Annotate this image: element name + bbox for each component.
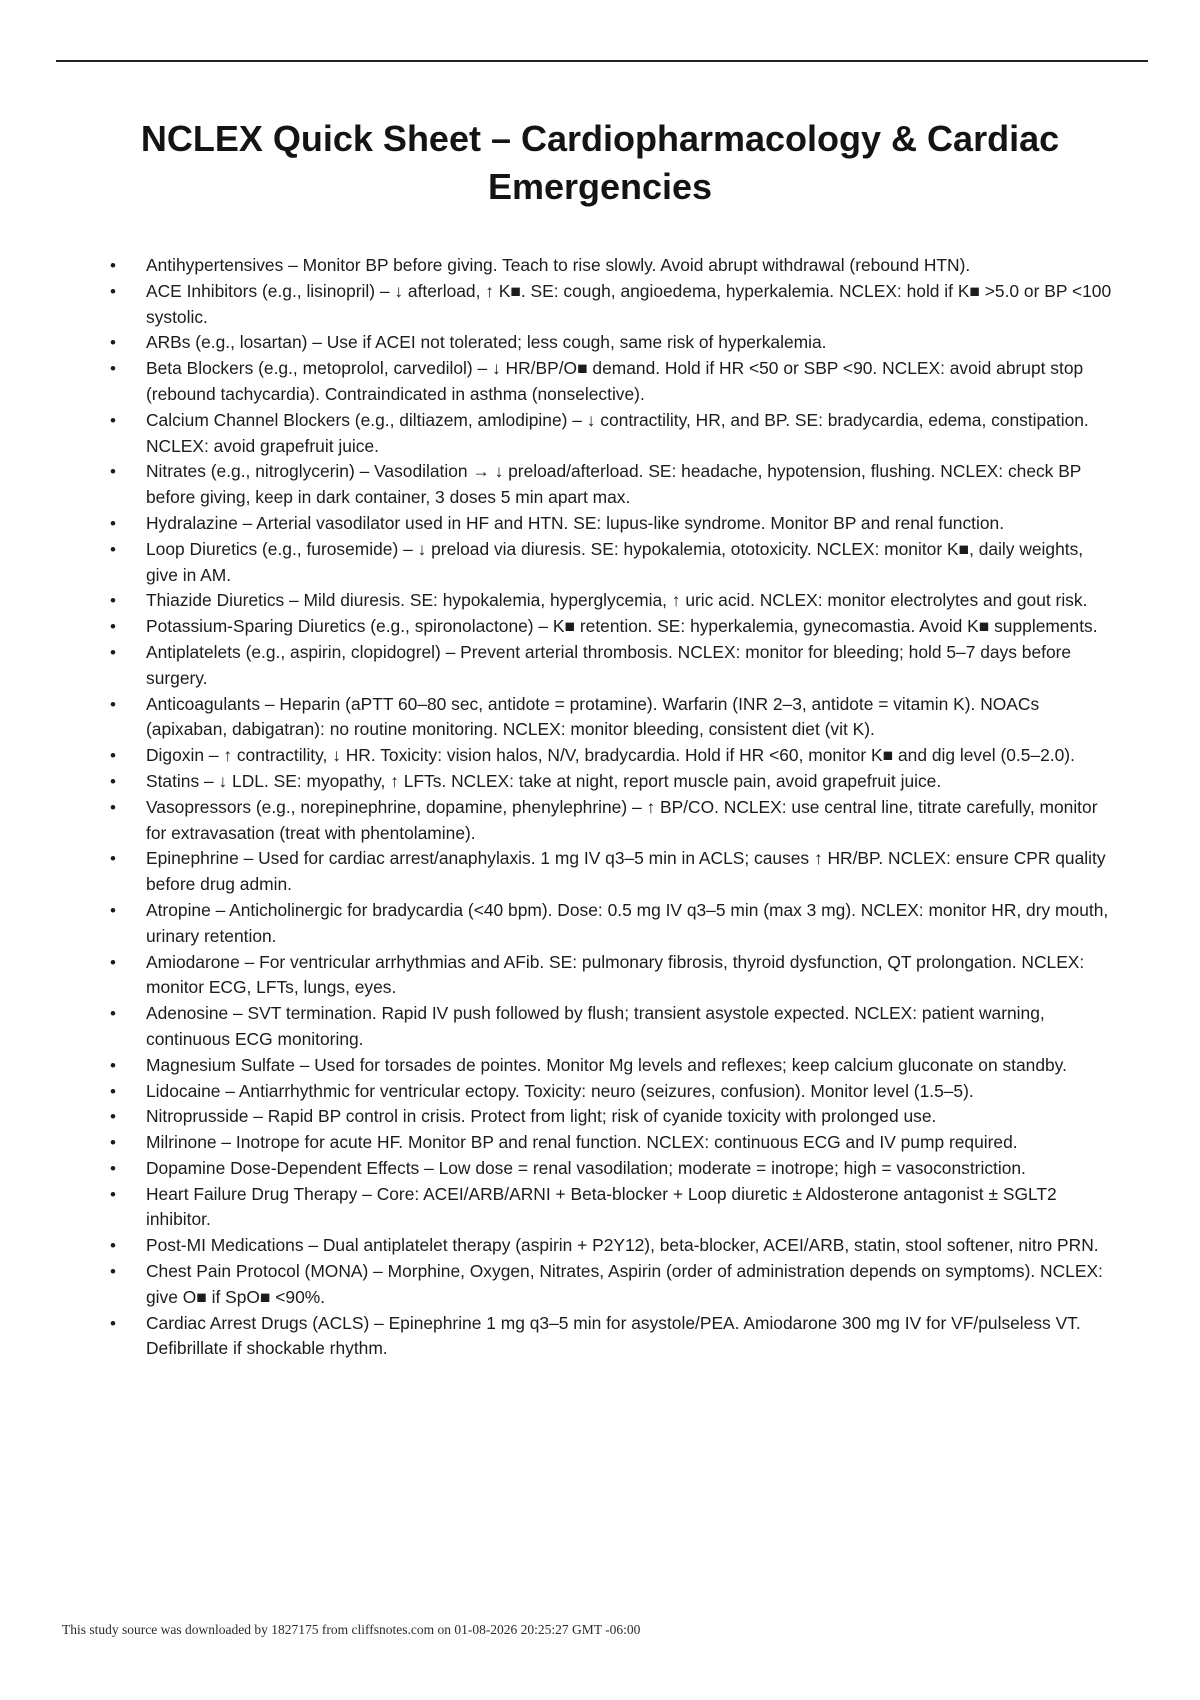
list-item-text: Magnesium Sulfate – Used for torsades de pointes. Monitor Mg levels and reflexes; keep calcium gluconate on standby. bbox=[146, 1054, 1067, 1075]
list-item bbox=[104, 1311, 1114, 1363]
list-item-text: Vasopressors (e.g., norepinephrine, dopamine, phenylephrine) – ↑ BP/CO. NCLEX: use central line, titrate carefully, monitor for extravasation (treat with phentolamine). bbox=[146, 796, 1098, 843]
bullet-icon: • bbox=[110, 1055, 116, 1075]
list-item-text: Nitrates (e.g., nitroglycerin) – Vasodilation → ↓ preload/afterload. SE: headache, hypotension, flushing. NCLEX: check BP before giving, keep in dark container, 3 doses 5 min apart max. bbox=[146, 461, 1082, 508]
bullet-icon: • bbox=[110, 1004, 116, 1024]
bullet-icon: • bbox=[110, 642, 116, 662]
list-item bbox=[104, 614, 1114, 640]
list-item-text: Post-MI Medications – Dual antiplatelet therapy (aspirin + P2Y12), beta-blocker, ACEI/ARB, statin, stool softener, nitro PRN. bbox=[146, 1235, 1099, 1256]
list-item-text: Cardiac Arrest Drugs (ACLS) – Epinephrine 1 mg q3–5 min for asystole/PEA. Amiodarone 300 mg IV for VF/pulseless VT. Defibrillate if shockable rhythm. bbox=[146, 1312, 1081, 1359]
page-title: NCLEX Quick Sheet – Cardiopharmacology & Cardiac Emergencies bbox=[140, 118, 1060, 207]
list-item bbox=[104, 1079, 1114, 1105]
bullet-icon: • bbox=[110, 462, 116, 482]
list-item bbox=[104, 459, 1114, 511]
bullet-icon: • bbox=[110, 746, 116, 766]
list-item-text: Anticoagulants – Heparin (aPTT 60–80 sec, antidote = protamine). Warfarin (INR 2–3, antidote = vitamin K). NOACs (apixaban, dabigatran): no routine monitoring. NCLEX: monitor bleeding, consistent diet (vit K). bbox=[146, 693, 1040, 740]
top-rule bbox=[56, 60, 1148, 62]
bullet-icon: • bbox=[110, 410, 116, 430]
list-item bbox=[104, 1104, 1114, 1130]
list-item-text: Dopamine Dose-Dependent Effects – Low dose = renal vasodilation; moderate = inotrope; high = vasoconstriction. bbox=[146, 1157, 1026, 1178]
bullet-icon: • bbox=[110, 694, 116, 714]
list-item bbox=[104, 356, 1114, 408]
list-item bbox=[104, 743, 1114, 769]
bullet-icon: • bbox=[110, 281, 116, 301]
list-item-text: Loop Diuretics (e.g., furosemide) – ↓ preload via diuresis. SE: hypokalemia, ototoxicity. NCLEX: monitor K■, daily weights, give in AM. bbox=[146, 538, 1084, 585]
list-item-text: Adenosine – SVT termination. Rapid IV push followed by flush; transient asystole expected. NCLEX: patient warning, continuous ECG monitoring. bbox=[146, 1003, 1045, 1049]
list-item bbox=[104, 1130, 1114, 1156]
bullet-icon: • bbox=[110, 591, 116, 611]
list-item-text: Atropine – Anticholinergic for bradycardia (<40 bpm). Dose: 0.5 mg IV q3–5 min (max 3 mg). NCLEX: monitor HR, dry mouth, urinary retention. bbox=[146, 899, 1109, 946]
list-item bbox=[104, 1053, 1114, 1079]
list-item-text: Beta Blockers (e.g., metoprolol, carvedilol) – ↓ HR/BP/O■ demand. Hold if HR <50 or SBP <90. NCLEX: avoid abrupt stop (rebound tachycardia). Contraindicated in asthma (nonselective). bbox=[146, 358, 1084, 404]
list-item-text: Antiplatelets (e.g., aspirin, clopidogrel) – Prevent arterial thrombosis. NCLEX: monitor for bleeding; hold 5–7 days before surgery. bbox=[146, 641, 1072, 688]
bullet-list bbox=[104, 253, 1114, 1362]
list-item bbox=[104, 1233, 1114, 1259]
list-item-text: Amiodarone – For ventricular arrhythmias and AFib. SE: pulmonary fibrosis, thyroid dysfunction, QT prolongation. NCLEX: monitor ECG, LFTs, lungs, eyes. bbox=[146, 951, 1085, 998]
list-item bbox=[104, 588, 1114, 614]
list-item-text: ARBs (e.g., losartan) – Use if ACEI not tolerated; less cough, same risk of hyperkalemia. bbox=[146, 332, 827, 353]
list-item bbox=[104, 846, 1114, 898]
list-item bbox=[104, 1001, 1114, 1053]
list-item bbox=[104, 511, 1114, 537]
list-item bbox=[104, 950, 1114, 1002]
list-item-text: Chest Pain Protocol (MONA) – Morphine, Oxygen, Nitrates, Aspirin (order of administration depends on symptoms). NCLEX: give O■ if SpO■ <90%. bbox=[146, 1261, 1103, 1307]
list-item-text: Hydralazine – Arterial vasodilator used in HF and HTN. SE: lupus-like syndrome. Monitor BP and renal function. bbox=[146, 512, 1005, 533]
list-item bbox=[104, 330, 1114, 356]
list-item-text: Antihypertensives – Monitor BP before giving. Teach to rise slowly. Avoid abrupt withdrawal (rebound HTN). bbox=[146, 255, 971, 275]
bullet-icon: • bbox=[110, 1081, 116, 1101]
list-item bbox=[104, 692, 1114, 744]
list-item-text: Potassium-Sparing Diuretics (e.g., spironolactone) – K■ retention. SE: hyperkalemia, gynecomastia. Avoid K■ supplements. bbox=[146, 616, 1098, 637]
list-item-text: Digoxin – ↑ contractility, ↓ HR. Toxicity: vision halos, N/V, bradycardia. Hold if HR <60, monitor K■ and dig level (0.5–2.0). bbox=[146, 745, 1075, 766]
bullet-icon: • bbox=[110, 617, 116, 637]
bullet-icon: • bbox=[110, 1313, 116, 1333]
bullet-icon: • bbox=[110, 1158, 116, 1178]
bullet-icon: • bbox=[110, 849, 116, 869]
list-item-text: Statins – ↓ LDL. SE: myopathy, ↑ LFTs. NCLEX: take at night, report muscle pain, avoid grapefruit juice. bbox=[146, 770, 942, 791]
list-item bbox=[104, 795, 1114, 847]
list-item-text: Milrinone – Inotrope for acute HF. Monitor BP and renal function. NCLEX: continuous ECG and IV pump required. bbox=[146, 1132, 1018, 1153]
list-item-text: Heart Failure Drug Therapy – Core: ACEI/ARB/ARNI + Beta-blocker + Loop diuretic ± Aldosterone antagonist ± SGLT2 inhibitor. bbox=[146, 1183, 1057, 1230]
bullet-icon: • bbox=[110, 1184, 116, 1204]
bullet-icon: • bbox=[110, 771, 116, 791]
bullet-icon: • bbox=[110, 1236, 116, 1256]
bullet-icon: • bbox=[110, 333, 116, 353]
bullet-icon: • bbox=[110, 1133, 116, 1153]
list-item bbox=[104, 253, 1114, 279]
bullet-icon: • bbox=[110, 1107, 116, 1127]
bullet-icon: • bbox=[110, 256, 116, 275]
list-item bbox=[104, 769, 1114, 795]
list-item bbox=[104, 1259, 1114, 1311]
bullet-icon: • bbox=[110, 539, 116, 559]
list-item bbox=[104, 640, 1114, 692]
list-item bbox=[104, 1182, 1114, 1234]
list-item bbox=[104, 537, 1114, 589]
bullet-icon: • bbox=[110, 359, 116, 379]
bullet-icon: • bbox=[110, 900, 116, 920]
list-item bbox=[104, 408, 1114, 460]
list-item bbox=[104, 898, 1114, 950]
list-item bbox=[104, 279, 1114, 331]
list-item-text: Nitroprusside – Rapid BP control in crisis. Protect from light; risk of cyanide toxicity with prolonged use. bbox=[146, 1106, 937, 1127]
bullet-icon: • bbox=[110, 513, 116, 533]
list-item-text: ACE Inhibitors (e.g., lisinopril) – ↓ afterload, ↑ K■. SE: cough, angioedema, hyperkalemia. NCLEX: hold if K■ >5.0 or BP <100 systolic. bbox=[146, 280, 1112, 327]
list-item-text: Epinephrine – Used for cardiac arrest/anaphylaxis. 1 mg IV q3–5 min in ACLS; causes ↑ HR/BP. NCLEX: ensure CPR quality before drug admin. bbox=[146, 848, 1106, 895]
list-item-text: Calcium Channel Blockers (e.g., diltiazem, amlodipine) – ↓ contractility, HR, and BP. SE: bradycardia, edema, constipation. NCLEX: avoid grapefruit juice. bbox=[146, 409, 1089, 456]
download-footer: This study source was downloaded by 1827175 from cliffsnotes.com on 01-08-2026 20:25:27 GMT -06:00 bbox=[62, 1622, 641, 1637]
bullet-icon: • bbox=[110, 952, 116, 972]
list-item-text: Lidocaine – Antiarrhythmic for ventricular ectopy. Toxicity: neuro (seizures, confusion). Monitor level (1.5–5). bbox=[146, 1080, 974, 1101]
bullet-icon: • bbox=[110, 1262, 116, 1282]
list-item bbox=[104, 1156, 1114, 1182]
list-item-text: Thiazide Diuretics – Mild diuresis. SE: hypokalemia, hyperglycemia, ↑ uric acid. NCLEX: monitor electrolytes and gout risk. bbox=[146, 590, 1088, 611]
bullet-icon: • bbox=[110, 797, 116, 817]
